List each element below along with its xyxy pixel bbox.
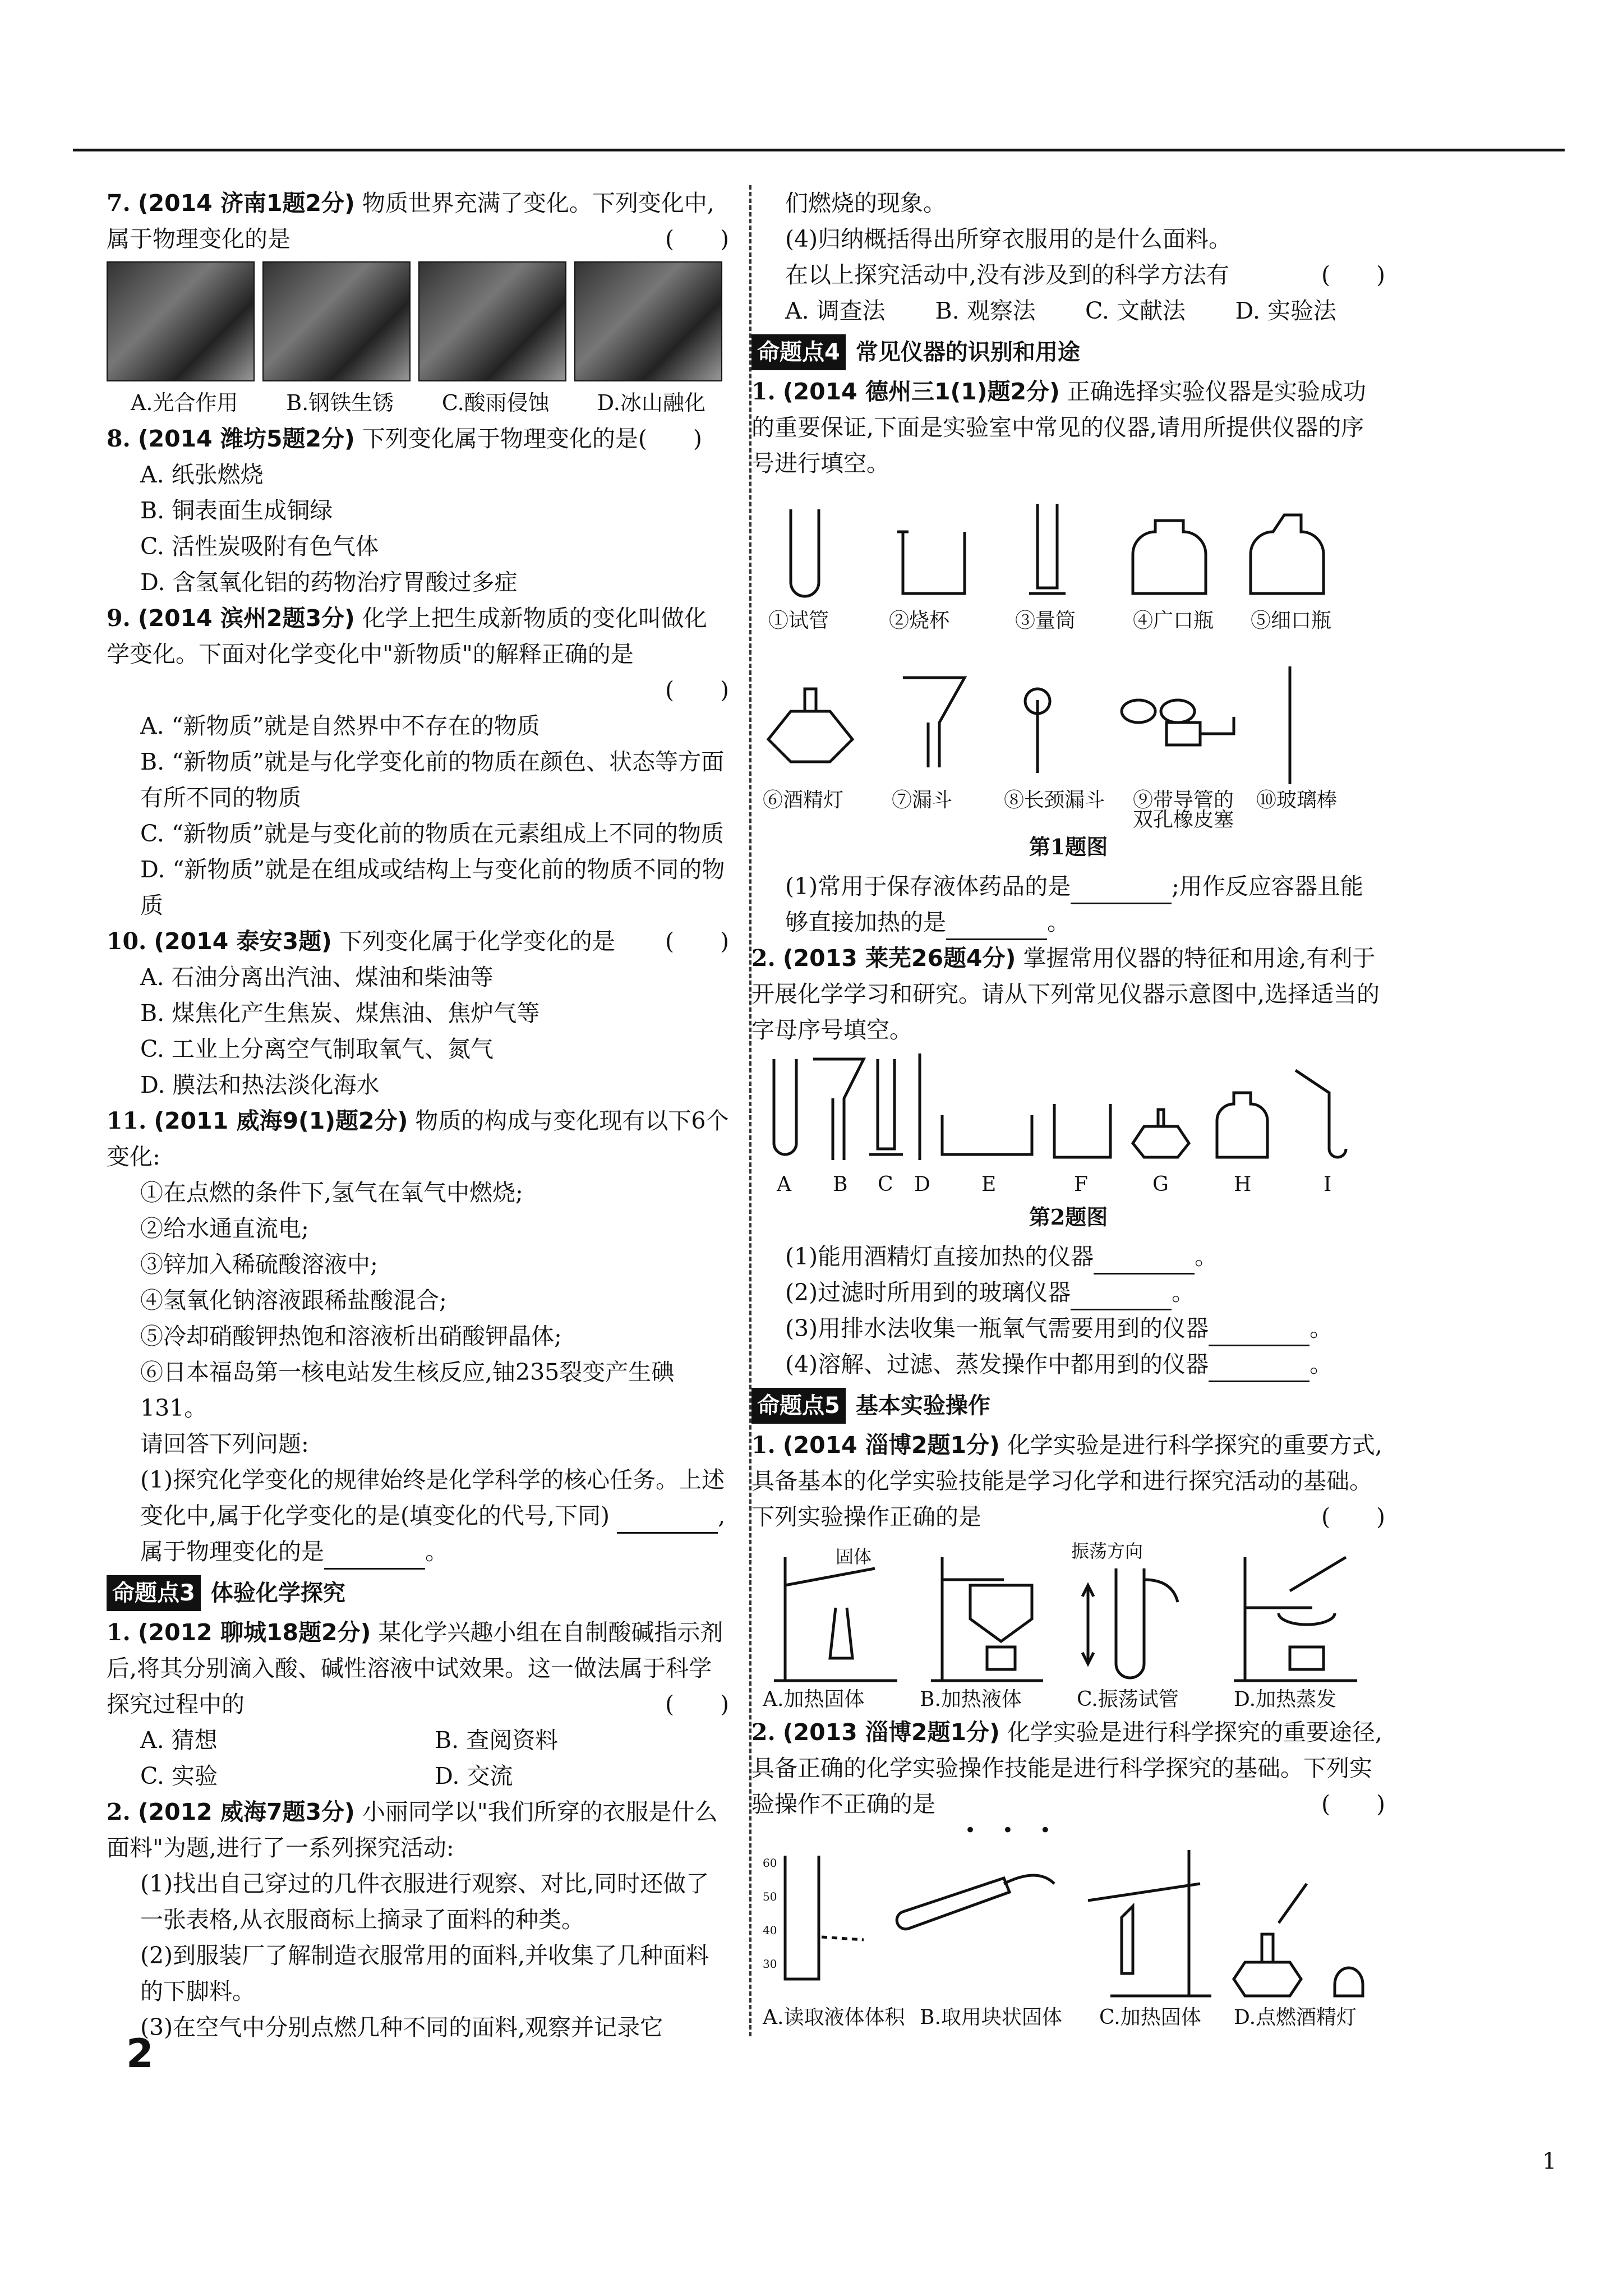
graduated-cylinder-icon <box>869 1059 903 1154</box>
cylinder-tick: 60 <box>763 1856 777 1870</box>
letter-label: H <box>1234 1173 1252 1196</box>
question-stem: 掌握常用仪器的特征和用途,有利于开展化学学习和研究。请从下列常见仪器示意图中,选择适当的字母序号填空。 <box>751 945 1380 1043</box>
question-source: (2014 潍坊5题2分) <box>137 425 355 452</box>
alcohol-lamp-lighting-icon <box>1234 1884 1363 1996</box>
option-d: D. 膜法和热法淡化海水 <box>140 1071 380 1098</box>
subquestion-text: ,属于物理变化的是 <box>140 1502 726 1565</box>
subquestion-text: (4)溶解、过滤、蒸发操作中都用到的仪器 <box>785 1351 1209 1378</box>
instrument-label: ⑧长颈漏斗 <box>1004 789 1105 812</box>
instrument-label: 双孔橡皮塞 <box>1133 808 1234 829</box>
alcohol-lamp-icon <box>768 689 852 762</box>
question-number: 2. <box>751 945 776 972</box>
question-number: 1. <box>107 1619 131 1646</box>
instrument-label: ⑦漏斗 <box>892 789 953 812</box>
question-source: (2014 淄博2题1分) <box>782 1432 1000 1458</box>
gas-bottle-icon <box>1217 1093 1267 1157</box>
instrument-label: ④广口瓶 <box>1133 609 1214 632</box>
photo-row <box>107 261 729 381</box>
period: 。 <box>1047 909 1070 936</box>
option-d: D.点燃酒精灯 <box>1234 2006 1357 2029</box>
question-number: 2. <box>107 1798 131 1825</box>
graduated-cylinder-icon <box>785 1856 819 1979</box>
option-b: B. “新物质”就是与化学变化前的物质在颜色、状态等方面有所不同的物质 <box>140 748 725 811</box>
subquestion-text: ;用作反应容器且能够直接加热的是 <box>785 873 1363 936</box>
option-d: D.加热蒸发 <box>1234 1688 1337 1711</box>
period: 。 <box>1310 1315 1333 1342</box>
heating-solid-apparatus-icon <box>774 1557 897 1681</box>
question-number: 1. <box>751 1432 776 1458</box>
instrument-label: ⑨带导管的 <box>1133 789 1234 812</box>
subquestion-1 <box>751 868 1385 940</box>
question-8 <box>107 421 729 600</box>
letter-label: I <box>1324 1173 1332 1196</box>
figure-caption: 第1题图 <box>1029 834 1108 859</box>
test-tube-icon <box>791 509 819 596</box>
answer-paren: ( ) <box>665 226 729 252</box>
option-c: C.酸雨侵蚀 <box>441 390 550 415</box>
option-c: C. 实验 <box>140 1763 218 1789</box>
subquestion-3 <box>751 1310 1385 1346</box>
funnel-icon <box>813 1059 864 1160</box>
instrument-figure-1 <box>751 481 1385 829</box>
alcohol-lamp-icon <box>1133 1110 1189 1157</box>
subquestion-1 <box>107 1462 729 1570</box>
question-number: 9. <box>107 605 131 632</box>
evaporating-dish-icon <box>942 1115 1032 1154</box>
question-source: (2013 莱芜26题4分) <box>782 945 1016 972</box>
answer-blank[interactable] <box>1209 1358 1310 1382</box>
shake-direction-arrow-icon <box>1082 1585 1094 1664</box>
question-stem: 正确选择实验仪器是实验成功的重要保证,下面是实验室中常见的仪器,请用所提供仪器的序号进行填空。 <box>751 378 1366 477</box>
option-a: A. 调查法 <box>785 297 886 324</box>
right-column <box>751 185 1385 2052</box>
delivery-tube-icon <box>1295 1070 1346 1157</box>
question-source: (2014 泰安3题) <box>154 928 332 955</box>
question-stem: 下列变化属于物理变化的是( ) <box>362 425 702 452</box>
photo-captions <box>107 385 729 421</box>
activity-item: (4)归纳概括得出所穿衣服用的是什么面料。 <box>785 226 1232 252</box>
question-source: (2014 德州三1(1)题2分) <box>782 378 1060 405</box>
option-c: C. 工业上分离空气制取氧气、氮气 <box>140 1036 494 1062</box>
period: 。 <box>1310 1351 1333 1378</box>
option-a: A. 纸张燃烧 <box>140 461 264 488</box>
question-stem: 在以上探究活动中,没有涉及到的科学方法有 <box>785 261 1230 288</box>
shaking-test-tube-icon <box>1116 1568 1178 1678</box>
answer-blank[interactable] <box>1094 1250 1195 1274</box>
question-number: 7. <box>107 190 131 217</box>
instrument-figure-2 <box>751 1048 1385 1199</box>
option-d: D. 实验法 <box>1235 297 1336 324</box>
answer-blank[interactable] <box>1071 880 1172 904</box>
answer-paren: ( ) <box>665 928 729 955</box>
s5-question-1 <box>751 1427 1385 1714</box>
emphasis-dots: • • • <box>965 1819 1061 1842</box>
s4-question-2 <box>751 940 1385 1382</box>
s3-question-1 <box>107 1614 729 1794</box>
section-header-5 <box>751 1388 1385 1424</box>
question-source: (2012 聊城18题2分) <box>137 1619 371 1646</box>
option-d: D.冰山融化 <box>597 390 706 415</box>
beaker-icon <box>1054 1104 1110 1157</box>
option-c: C. 文献法 <box>1085 297 1186 324</box>
operations-figure-2 <box>751 1839 1385 2052</box>
section-title: 基本实验操作 <box>855 1393 990 1419</box>
question-source: (2011 威海9(1)题2分) <box>154 1107 408 1134</box>
s3-question-2-continued <box>751 185 1385 329</box>
question-stem: 某化学兴趣小组在自制酸碱指示剂后,将其分别滴入酸、碱性溶液中试效果。这一做法属于科学探究过程中的 <box>107 1619 723 1718</box>
option-d: D. “新物质”就是在组成或结构上与变化前的物质不同的物质 <box>140 856 725 919</box>
option-b: B.取用块状固体 <box>920 2006 1062 2029</box>
option-d: D. 交流 <box>435 1763 513 1789</box>
option-a: A.读取液体体积 <box>763 2006 905 2029</box>
section-title: 常见仪器的识别和用途 <box>855 339 1080 365</box>
question-stem: 化学实验是进行科学探究的重要方式,具备基本的化学实验技能是学习化学和进行探究活动的基础。下列实验操作正确的是 <box>751 1432 1382 1530</box>
change-item: ④氢氧化钠溶液跟稀盐酸混合; <box>140 1287 447 1314</box>
instrument-label: ③量筒 <box>1015 609 1076 632</box>
option-b: B. 观察法 <box>935 297 1036 324</box>
photo-iceberg-melting <box>574 261 722 381</box>
question-11 <box>107 1103 729 1570</box>
stopper-with-tube-icon <box>1122 700 1234 745</box>
photo-acid-rain-erosion <box>418 261 566 381</box>
subquestion-text: (2)过滤时所用到的玻璃仪器 <box>785 1279 1071 1306</box>
letter-label: F <box>1074 1173 1088 1196</box>
answer-paren: ( ) <box>1321 1791 1385 1818</box>
answer-paren: ( ) <box>665 677 729 703</box>
question-number: 8. <box>107 425 131 452</box>
header-rule <box>73 149 1565 151</box>
letter-label: B <box>833 1173 848 1196</box>
photo-photosynthesis <box>107 261 255 381</box>
activity-item: (1)找出自己穿过的几件衣服进行观察、对比,同时还做了一张表格,从衣服商标上摘录了面料的种类。 <box>140 1870 709 1933</box>
question-number: 2. <box>751 1719 776 1746</box>
letter-label: A <box>777 1173 791 1196</box>
funnel-icon <box>903 678 965 767</box>
subquestion-4 <box>751 1346 1385 1382</box>
answer-paren-line <box>107 672 729 708</box>
period: 。 <box>425 1538 448 1565</box>
figure-label-solid: 固体 <box>836 1546 872 1567</box>
question-source: (2013 淄博2题1分) <box>782 1719 1000 1746</box>
letter-label: D <box>914 1173 930 1196</box>
figure-caption: 第2题图 <box>1029 1204 1108 1230</box>
answer-blank[interactable] <box>1071 1286 1172 1310</box>
answer-paren: ( ) <box>1321 1503 1385 1530</box>
letter-label: E <box>981 1173 997 1196</box>
option-a: A.光合作用 <box>130 390 238 415</box>
question-stem: 化学实验是进行科学探究的重要途径,具备正确的化学实验操作技能是进行科学探究的基础。下列实验操作不正确的是 <box>751 1719 1382 1818</box>
instrument-label: ⑤细口瓶 <box>1251 609 1332 632</box>
question-9 <box>107 600 729 923</box>
option-c: C. 活性炭吸附有色气体 <box>140 533 379 560</box>
option-b: B. 查阅资料 <box>435 1727 559 1754</box>
s5-question-2 <box>751 1714 1385 2052</box>
instrument-label: ①试管 <box>768 609 829 632</box>
question-10 <box>107 923 729 1103</box>
question-source: (2014 滨州2题3分) <box>137 605 355 632</box>
operations-figure-1 <box>751 1535 1385 1714</box>
activity-item: (2)到服装厂了解制造衣服常用的面料,并收集了几种面料的下脚料。 <box>140 1942 709 2005</box>
instrument-label: ②烧杯 <box>889 609 950 632</box>
activity-item: 们燃烧的现象。 <box>785 190 946 217</box>
narrow-mouth-bottle-icon <box>1251 515 1324 593</box>
option-a: A. 石油分离出汽油、煤油和柴油等 <box>140 964 494 991</box>
section-tag: 命题点4 <box>751 334 846 370</box>
question-stem: 化学上把生成新物质的变化叫做化学变化。下面对化学变化中"新物质"的解释正确的是 <box>107 605 707 668</box>
answer-paren: ( ) <box>1321 261 1385 288</box>
change-item: ⑥日本福岛第一核电站发生核反应,铀235裂变产生碘131。 <box>140 1359 675 1421</box>
answer-blank[interactable] <box>1209 1322 1310 1346</box>
question-source: (2012 威海7题3分) <box>137 1798 355 1825</box>
question-line <box>751 257 1385 293</box>
question-stem: 下列变化属于化学变化的是 <box>339 928 615 955</box>
section-header-3 <box>107 1575 729 1611</box>
period: 。 <box>1195 1243 1218 1270</box>
eye-line-arrow-icon <box>822 1937 864 1940</box>
question-stem: 物质世界充满了变化。下列变化中,属于物理变化的是 <box>107 190 714 252</box>
section-header-4 <box>751 334 1385 370</box>
wide-mouth-bottle-icon <box>1133 521 1206 593</box>
corner-page-number: 1 <box>1542 2148 1557 2174</box>
subquestion-text: (1)能用酒精灯直接加热的仪器 <box>785 1243 1094 1270</box>
question-number: 11. <box>107 1107 147 1134</box>
answer-blank[interactable] <box>617 1510 718 1534</box>
change-item: ③锌加入稀硫酸溶液中; <box>140 1251 378 1278</box>
answer-paren: ( ) <box>665 1691 729 1718</box>
section-tag: 命题点3 <box>107 1575 201 1611</box>
option-b: B. 铜表面生成铜绿 <box>140 497 333 524</box>
question-stem: 小丽同学以"我们所穿的衣服是什么面料"为题,进行了一系列探究活动: <box>107 1798 718 1861</box>
block-solid-test-tube-icon <box>897 1875 1054 1929</box>
option-a: A. “新物质”就是自然界中不存在的物质 <box>140 712 540 739</box>
s3-question-2 <box>107 1794 729 2045</box>
evaporation-apparatus-icon <box>1234 1557 1357 1681</box>
question-number: 1. <box>751 378 776 405</box>
activity-item: (3)在空气中分别点燃几种不同的面料,观察并记录它 <box>140 2014 663 2041</box>
instrument-label: ⑩玻璃棒 <box>1256 789 1338 812</box>
change-item: ⑤冷却硝酸钾热饱和溶液析出硝酸钾晶体; <box>140 1323 562 1350</box>
subquestion-text: (1)常用于保存液体药品的是 <box>785 873 1071 900</box>
long-neck-funnel-icon <box>1025 689 1050 773</box>
cylinder-tick: 40 <box>763 1924 777 1937</box>
beaker-icon <box>897 532 965 593</box>
option-a: A.加热固体 <box>763 1688 865 1711</box>
option-c: C. “新物质”就是与变化前的物质在元素组成上不同的物质 <box>140 820 724 847</box>
photo-rusting-steel <box>262 261 411 381</box>
option-b: B.加热液体 <box>920 1688 1022 1711</box>
figure-label-shake: 振荡方向 <box>1071 1540 1144 1562</box>
question-stem: 物质的构成与变化现有以下6个变化: <box>107 1107 729 1170</box>
option-d: D. 含氢氧化铝的药物治疗胃酸过多症 <box>140 569 518 596</box>
letter-label: G <box>1152 1173 1169 1196</box>
instrument-label: ⑥酒精灯 <box>763 789 844 812</box>
period: 。 <box>1172 1279 1195 1306</box>
graduated-cylinder-icon <box>1029 504 1066 593</box>
cylinder-tick: 50 <box>763 1890 777 1903</box>
option-b: B.钢铁生锈 <box>286 390 394 415</box>
page-number: 2 <box>126 2031 154 2077</box>
section-title: 体验化学探究 <box>210 1580 345 1606</box>
subquestion-text: (3)用排水法收集一瓶氧气需要用到的仪器 <box>785 1315 1209 1342</box>
question-number: 10. <box>107 928 147 955</box>
s4-question-1 <box>751 374 1385 940</box>
left-column <box>107 185 729 2045</box>
option-a: A. 猜想 <box>140 1727 218 1754</box>
heating-liquid-apparatus-icon <box>931 1557 1043 1681</box>
subquestion-text: (1)探究化学变化的规律始终是化学科学的核心任务。上述变化中,属于化学变化的是(填变化的代号,下同) <box>140 1466 725 1529</box>
cylinder-tick: 30 <box>763 1957 777 1971</box>
prompt: 请回答下列问题: <box>140 1430 309 1457</box>
letter-label: C <box>878 1173 893 1196</box>
options-row <box>107 1758 729 1794</box>
option-b: B. 煤焦化产生焦炭、煤焦油、焦炉气等 <box>140 1000 540 1027</box>
options-row <box>751 293 1385 329</box>
question-source: (2014 济南1题2分) <box>137 190 355 217</box>
answer-blank[interactable] <box>324 1545 425 1570</box>
option-c: C.振荡试管 <box>1077 1688 1179 1711</box>
options-row <box>107 1722 729 1758</box>
change-item: ①在点燃的条件下,氢气在氧气中燃烧; <box>140 1179 523 1206</box>
test-tube-icon <box>774 1059 796 1154</box>
subquestion-2 <box>751 1274 1385 1310</box>
heating-solid-tube-icon <box>1088 1850 1211 1996</box>
option-c: C.加热固体 <box>1099 2006 1201 2029</box>
change-item: ②给水通直流电; <box>140 1215 309 1242</box>
section-tag: 命题点5 <box>751 1388 846 1424</box>
answer-blank[interactable] <box>946 916 1047 940</box>
subquestion-1 <box>751 1239 1385 1274</box>
question-7 <box>107 185 729 421</box>
